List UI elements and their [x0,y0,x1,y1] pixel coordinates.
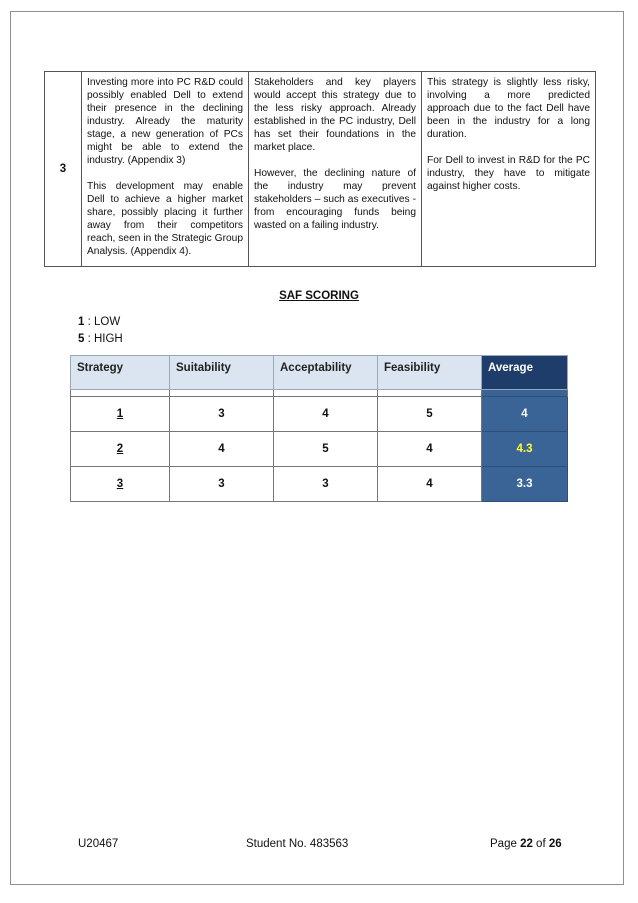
feasibility-score: 4 [378,432,482,467]
strategy-cell: 2 [71,432,170,467]
column-header-strategy: Strategy [71,356,170,390]
saf-scoring-table [70,355,568,502]
feasibility-paragraph: For Dell to invest in R&D for the PC industry, they have to mitigate against higher costs. [427,155,590,192]
suitability-paragraph: This development may enable Dell to achieve a higher market share, possibly placing it further away from their competitors reach, seen in the Strategic Group Analysis. (Appendix 4). [87,181,243,257]
module-code: U20467 [78,838,119,850]
student-number: Student No. 483563 [246,838,349,850]
acceptability-paragraph: Stakeholders and key players would accept this strategy due to the less risky approach. Already established in the PC industry, Dell has set their foundations in the market place. [254,77,416,153]
suitability-score: 4 [170,432,274,467]
column-header-average: Average [482,356,568,390]
legend-item-low: 1 : LOW [78,316,121,328]
column-header-feasibility: Feasibility [378,356,482,390]
acceptability-score: 4 [274,397,378,432]
table-row [71,397,568,432]
average-score-highlighted: 4.3 [482,432,568,467]
table-row [45,72,596,267]
acceptability-paragraph: However, the declining nature of the industry may prevent stakeholders – such as executives -from encouraging funds being wasted on a failing industry. [254,168,416,231]
feasibility-score: 5 [378,397,482,432]
feasibility-cell [422,72,596,267]
legend-item-high: 5 : HIGH [78,333,123,345]
strategy-cell: 1 [71,397,170,432]
acceptability-score: 5 [274,432,378,467]
acceptability-score: 3 [274,467,378,502]
strategy-number-cell: 3 [45,72,82,267]
average-score: 3.3 [482,467,568,502]
suitability-paragraph: Investing more into PC R&D could possibly enabled Dell to extend their presence in the declining industry. Already the maturity stage, a new generation of PCs might be able to extend the industry. (Appendix 3) [87,77,243,166]
table-row [71,432,568,467]
feasibility-score: 4 [378,467,482,502]
suitability-score: 3 [170,467,274,502]
evaluation-table [44,71,596,267]
suitability-cell [82,72,249,267]
saf-scoring-title: SAF SCORING [279,290,359,302]
column-header-acceptability: Acceptability [274,356,378,390]
page-number: Page 22 of 26 [490,838,562,850]
acceptability-cell [249,72,422,267]
column-header-suitability: Suitability [170,356,274,390]
feasibility-paragraph: This strategy is slightly less risky, involving a more predicted approach due to the fact Dell have been in the industry for a long duration. [427,77,590,140]
strategy-cell: 3 [71,467,170,502]
score-legend [78,314,123,348]
average-score: 4 [482,397,568,432]
table-spacer-row [71,390,568,397]
suitability-score: 3 [170,397,274,432]
table-header-row [71,356,568,390]
table-row [71,467,568,502]
